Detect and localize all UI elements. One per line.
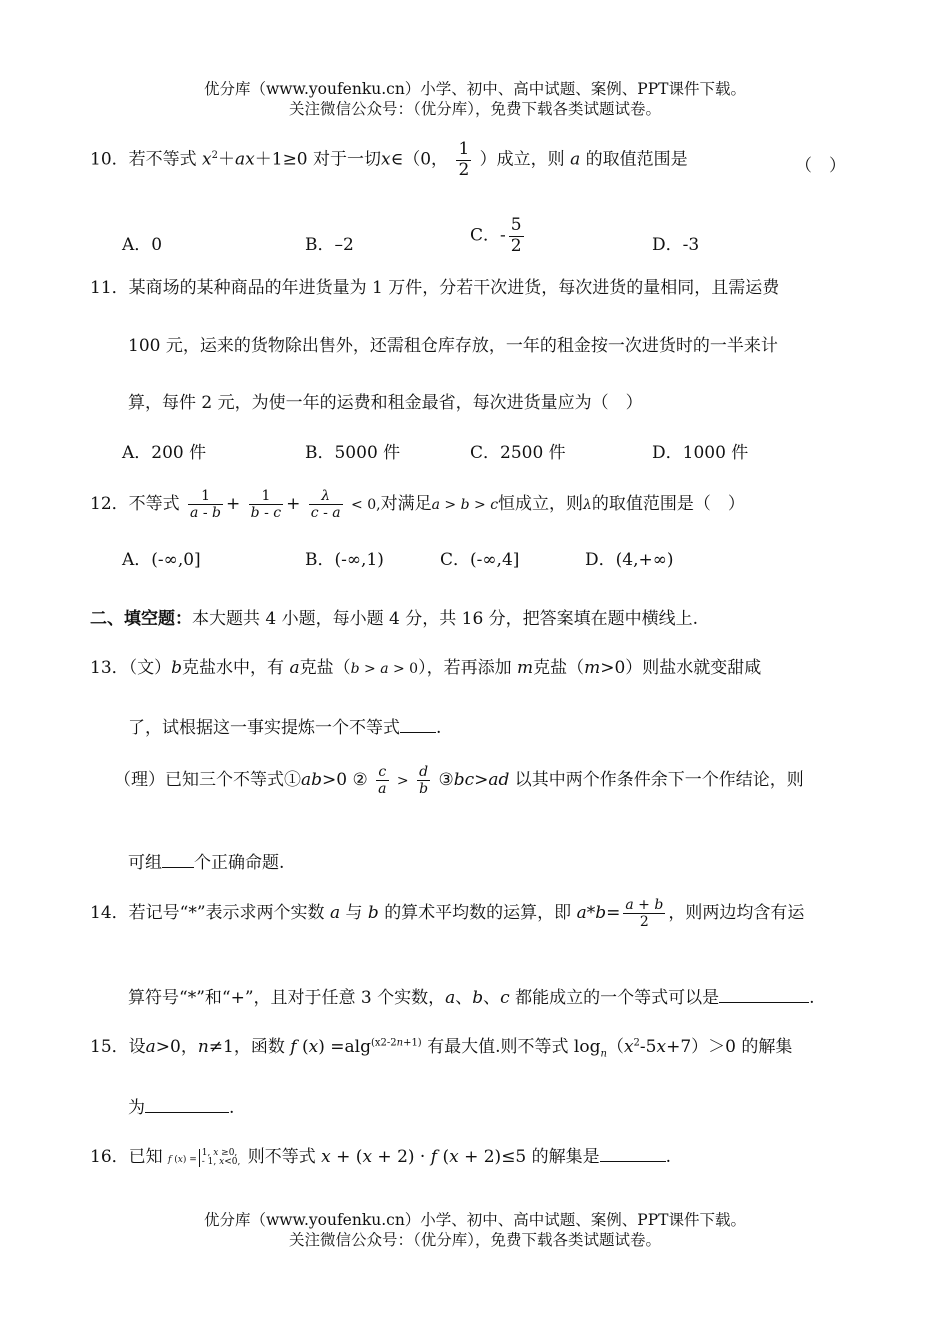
question-14-line-1: 14．若记号“*”表示求两个实数 a 与 b 的算术平均数的运算，即 a*b= $\frac{a + b}{2}$ ，则两边均含有运 [90, 897, 805, 931]
q10-option-b: B．–2 [305, 235, 354, 255]
fraction-1-over-a-minus-b: $\frac{1}{a - b}$ [190, 488, 222, 522]
fraction-half: $\frac{1}{2}$ [458, 139, 470, 180]
footer-line-1: 优分库（www.youfenku.cn）小学、初中、高中试题、案例、PPT课件下载。 [203, 1211, 747, 1229]
question-11-line-1: 11．某商场的某种商品的年进货量为 1 万件，分若干次进货，每次进货的量相同，且需运费 [90, 278, 780, 298]
q15-answer-blank[interactable] [145, 1098, 229, 1113]
question-12: 12．不等式 $\frac{1}{a - b}$ + $\frac{1}{b - c}$ + $\frac{\lambda}{c - a}$ < 0,对满足a > b > c恒成立，则λ的取值范围是（ ） [90, 488, 745, 522]
header-line-2: 关注微信公众号：（优分库），免费下载各类试题试卷。 [288, 100, 661, 118]
section-2-heading: 二、填空题：本大题共 4 小题，每小题 4 分，共 16 分，把答案填在题中横线上. [90, 609, 699, 629]
q12-option-c: C．(-∞,4] [440, 550, 520, 570]
footer-line-2: 关注微信公众号：（优分库），免费下载各类试题试卷。 [288, 1231, 661, 1249]
question-13-line-1: 13．（文）b克盐水中，有 a克盐（b > a > 0），若再添加 m克盐（m>0）则盐水就变甜咸 [90, 658, 762, 678]
q13-count-blank[interactable] [162, 853, 194, 868]
q11-option-c: C．2500 件 [470, 443, 566, 463]
question-13-line-4: 可组 个正确命题. [128, 853, 285, 873]
q10-option-d: D．-3 [652, 235, 700, 255]
q12-option-d: D．(4,+∞) [585, 550, 674, 570]
header-line-1: 优分库（www.youfenku.cn）小学、初中、高中试题、案例、PPT课件下载。 [203, 80, 747, 98]
q10-option-c: C．- $\frac{5}{2}$ [470, 215, 522, 256]
question-10: 10．若不等式 $x^2+ax+1\ge 0$ 对于一切x∈（0， $\frac{1}{2}$ ）成立，则 a 的取值范围是 [90, 139, 688, 180]
piecewise-brace: 1, x ≥0, - 1, x<0, [199, 1149, 241, 1167]
q13-answer-blank[interactable] [400, 718, 436, 733]
q12-option-b: B．(-∞,1) [305, 550, 384, 570]
q11-option-b: B．5000 件 [305, 443, 401, 463]
q16-answer-blank[interactable] [600, 1147, 666, 1162]
q11-option-a: A．200 件 [122, 443, 207, 463]
question-16: 16．已知 f (x) =1, x ≥0, - 1, x<0, 则不等式 x + (x + 2) · f (x + 2)≤5 的解集是 . [90, 1147, 672, 1167]
question-13-line-2: 了，试根据这一事实提炼一个不等式 . [128, 718, 442, 738]
question-15-line-1: 15．设a>0，n≠1，函数 f (x) =alg$^{(x2-2n+1)}$ 有最大值.则不等式 $\log_n(x^2-5x+7)>0$ 的解集 [90, 1037, 793, 1060]
q12-option-a: A．(-∞,0] [122, 550, 201, 570]
question-14-line-2: 算符号“*”和“+”，且对于任意 3 个实数，a、b、c 都能成立的一个等式可以是 . [128, 988, 815, 1008]
question-11-line-2: 100 元，运来的货物除出售外，还需租仓库存放，一年的租金按一次进货时的一半来计 [128, 336, 778, 356]
question-13-line-3: （理）已知三个不等式①ab>0 ② $\frac{c}{a}$ > $\frac{d}{b}$ ③bc>ad 以其中两个作条件余下一个作结论，则 [114, 764, 804, 798]
fraction-lambda-over-c-minus-a: $\frac{\lambda}{c - a}$ [310, 488, 341, 522]
q10-answer-paren: （ ） [795, 156, 846, 176]
q10-option-a: A．0 [122, 235, 163, 255]
q14-answer-blank[interactable] [719, 988, 809, 1003]
question-11-line-3: 算，每件 2 元，为使一年的运费和租金最省，每次进货量应为（ ） [128, 393, 643, 413]
q11-option-d: D．1000 件 [652, 443, 749, 463]
fraction-1-over-b-minus-c: $\frac{1}{b - c}$ [250, 488, 282, 522]
question-15-line-2: 为 . [128, 1098, 235, 1118]
